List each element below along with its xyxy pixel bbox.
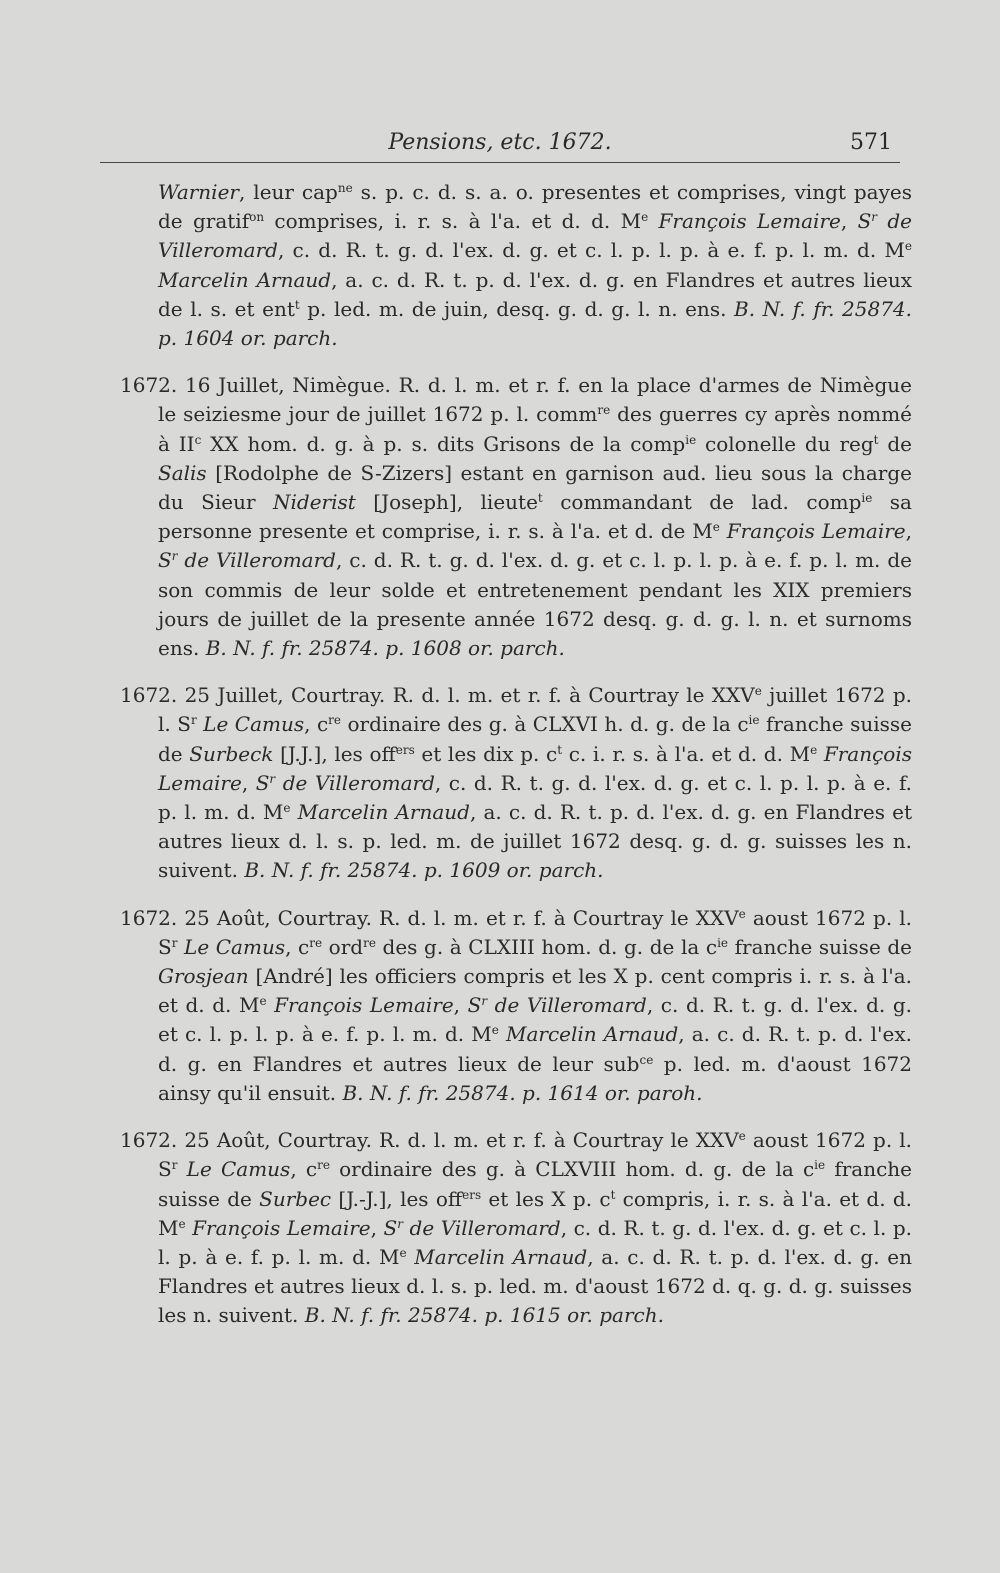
entry-1672-08-25-b — [120, 1126, 912, 1330]
entry-text: 1672. 25 Août, Courtray. R. d. l. m. et r. f. à Courtray le XXVe aoust 1672 p. l. $S^r$ Le Camus, $c^{re}$ ordinaire des g. à CLXVIII hom. d. g. de la $c^{ie}$ franche suisse de Surbec [J.-J.], les off$^{ers}$ et les X p. $c^t$ compris, i. r. s. à l'a. et d. d. Me François Lemaire, $S^r$ de Villeromard, c. d. R. t. g. d. l'ex. d. g. et c. l. p. l. p. à e. f. p. l. m. d. Me Marcelin Arnaud, a. c. d. R. t. p. d. l'ex. d. g. en Flandres et autres lieux d. l. s. p. led. m. d'aoust 1672 d. q. g. d. g. suisses les n. suivent. B. N. f. fr. 25874. p. 1615 or. parch. — [120, 1128, 913, 1328]
entry-1672-07-16 — [120, 371, 912, 663]
entry-text: 1672. 16 Juillet, Nimègue. R. d. l. m. et r. f. en la place d'armes de Nimègue le seiziesme jour de juillet 1672 p. l. comm$^{re}$ des guerres cy après nommé à $II^c$ XX hom. d. g. à p. s. dits Grisons de la comp$^{ie}$ colonelle du reg$^t$ de Salis [Rodolphe de S-Zizers] estant en garnison aud. lieu sous la charge du Sieur Niderist [Joseph], lieute$^t$ commandant de lad. comp$^{ie}$ sa personne presente et comprise, i. r. s. à l'a. et d. de Me François Lemaire, $S^r$ de Villeromard, c. d. R. t. g. d. l'ex. d. g. et c. l. p. l. p. à e. f. p. l. m. de son commis de leur solde et entretenement pendant les XIX premiers jours de juillet de la presente année 1672 desq. g. d. g. l. n. et surnoms ens. B. N. f. fr. 25874. p. 1608 or. parch. — [120, 373, 913, 661]
header-rule — [100, 162, 900, 163]
entry-continued — [120, 178, 912, 353]
entry-1672-07-25 — [120, 681, 912, 885]
entry-1672-08-25-a — [120, 904, 912, 1108]
entry-text: 1672. 25 Juillet, Courtray. R. d. l. m. et r. f. à Courtray le XXVe juillet 1672 p. l. $S^r$ Le Camus, $c^{re}$ ordinaire des g. à CLXVI h. d. g. de la $c^{ie}$ franche suisse de Surbeck [J.J.], les off$^{ers}$ et les dix p. $c^t$ c. i. r. s. à l'a. et d. d. Me François Lemaire, $S^r$ de Villeromard, c. d. R. t. g. d. l'ex. d. g. et c. l. p. l. p. à e. f. p. l. m. d. Me Marcelin Arnaud, a. c. d. R. t. p. d. l'ex. d. g. en Flandres et autres lieux d. l. s. p. led. m. de juillet 1672 desq. g. d. g. suisses les n. suivent. B. N. f. fr. 25874. p. 1609 or. parch. — [120, 683, 913, 883]
entry-text: Warnier, leur cap$^{ne}$ s. p. c. d. s. a. o. presentes et comprises, vingt payes de gratif$^{on}$ comprises, i. r. s. à l'a. et d. d. Me François Lemaire, $S^r$ de Villeromard, c. d. R. t. g. d. l'ex. d. g. et c. l. p. l. p. à e. f. p. l. m. d. Me Marcelin Arnaud, a. c. d. R. t. p. d. l'ex. d. g. en Flandres et autres lieux de l. s. et ent$^t$ p. led. m. de juin, desq. g. d. g. l. n. ens. B. N. f. fr. 25874. p. 1604 or. parch. — [158, 180, 913, 351]
running-header — [100, 120, 900, 160]
document-body — [120, 178, 912, 1349]
page-number: 571 — [850, 130, 892, 155]
running-title: Pensions, etc. 1672. — [388, 130, 612, 155]
entry-text: 1672. 25 Août, Courtray. R. d. l. m. et r. f. à Courtray le XXVe aoust 1672 p. l. $S^r$ Le Camus, $c^{re}$ ord$^{re}$ des g. à CLXIII hom. d. g. de la $c^{ie}$ franche suisse de Grosjean [André] les officiers compris et les X p. cent compris i. r. s. à l'a. et d. d. Me François Lemaire, $S^r$ de Villeromard, c. d. R. t. g. d. l'ex. d. g. et c. l. p. l. p. à e. f. p. l. m. d. Me Marcelin Arnaud, a. c. d. R. t. p. d. l'ex. d. g. en Flandres et autres lieux de leur sub$^{ce}$ p. led. m. d'aoust 1672 ainsy qu'il ensuit. B. N. f. fr. 25874. p. 1614 or. paroh. — [120, 905, 913, 1105]
